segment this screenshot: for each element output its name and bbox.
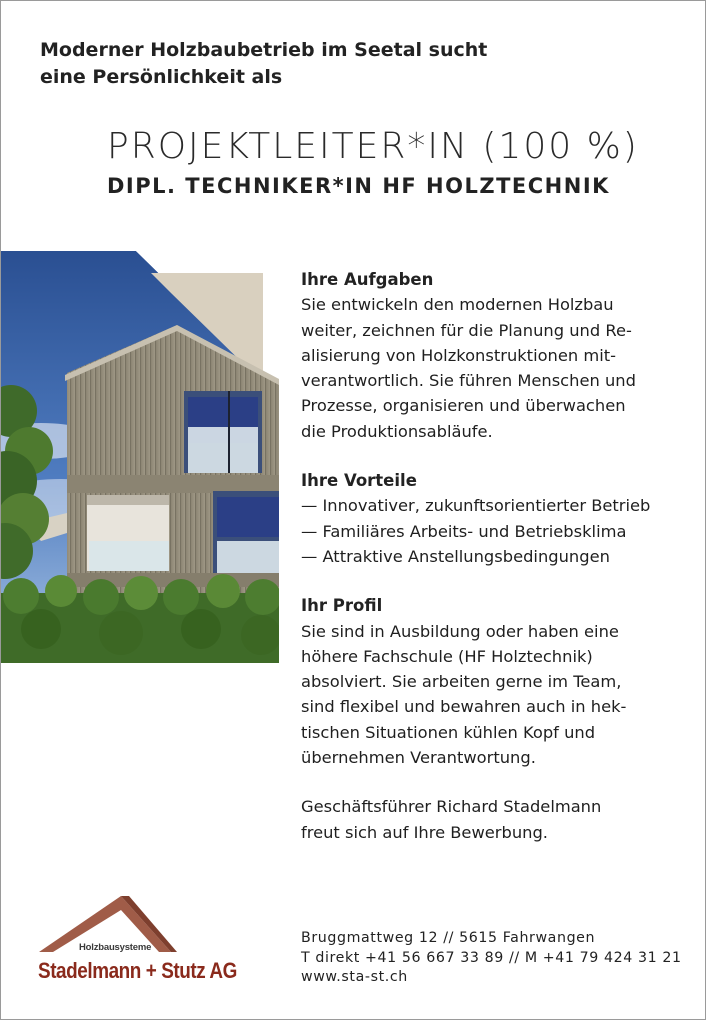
section-aufgaben (301, 267, 696, 444)
logo-subtitle: Holzbausysteme (79, 942, 152, 953)
body-line: Prozesse, organisieren und überwachen (301, 396, 626, 416)
list-item: — Innovativer, zukunftsorientierter Betrieb (301, 496, 651, 516)
section-heading: Ihre Vorteile (301, 471, 417, 491)
body-line: absolviert. Sie arbeiten gerne im Team, (301, 672, 622, 692)
section-vorteile (301, 468, 696, 569)
contact-block (301, 929, 682, 988)
body-line: freut sich auf Ihre Bewerbung. (301, 822, 548, 842)
section-heading: Ihre Aufgaben (301, 270, 434, 289)
intro-text (40, 37, 487, 91)
contact-website-link[interactable]: www.sta-st.ch (301, 969, 408, 985)
body-line: verantwortlich. Sie führen Menschen und (301, 371, 636, 391)
contact-phone[interactable]: T direkt +41 56 667 33 89 // M +41 79 424 31 21 (301, 949, 682, 966)
body-line: höhere Fachschule (HF Holztechnik) (301, 646, 593, 666)
body-line: alisierung von Holzkonstruktionen mit- (301, 345, 617, 365)
body-line: sind flexibel und bewahren auch in hek- (301, 697, 627, 717)
list-item: — Attraktive Anstellungsbedingungen (301, 546, 610, 566)
building-photo (1, 251, 279, 663)
intro-line: eine Persönlichkeit als (40, 66, 283, 88)
section-profil (301, 593, 696, 770)
contact-address: Bruggmattweg 12 // 5615 Fahrwangen (301, 930, 596, 946)
job-title: PROJEKTLEITER*IN (100 %) (107, 126, 639, 167)
closing-text (301, 794, 696, 845)
body-line: die Produktionsabläufe. (301, 421, 493, 441)
section-heading: Ihr Profil (301, 596, 383, 616)
body-line: übernehmen Verantwortung. (301, 748, 536, 768)
body-line: Sie sind in Ausbildung oder haben eine (301, 621, 619, 641)
logo-company-name: Stadelmann + Stutz AG (38, 958, 237, 983)
body-line: tischen Situationen kühlen Kopf und (301, 722, 596, 742)
intro-line: Moderner Holzbaubetrieb im Seetal sucht (40, 39, 488, 61)
job-subtitle: DIPL. TECHNIKER*IN HF HOLZTECHNIK (107, 174, 610, 198)
body-line: weiter, zeichnen für die Planung und Re- (301, 320, 632, 340)
list-item: — Familiäres Arbeits- und Betriebsklima (301, 521, 627, 541)
body-line: Geschäftsführer Richard Stadelmann (301, 797, 602, 817)
body-line: Sie entwickeln den modernen Holzbau (301, 295, 614, 315)
ad-body (301, 267, 696, 869)
